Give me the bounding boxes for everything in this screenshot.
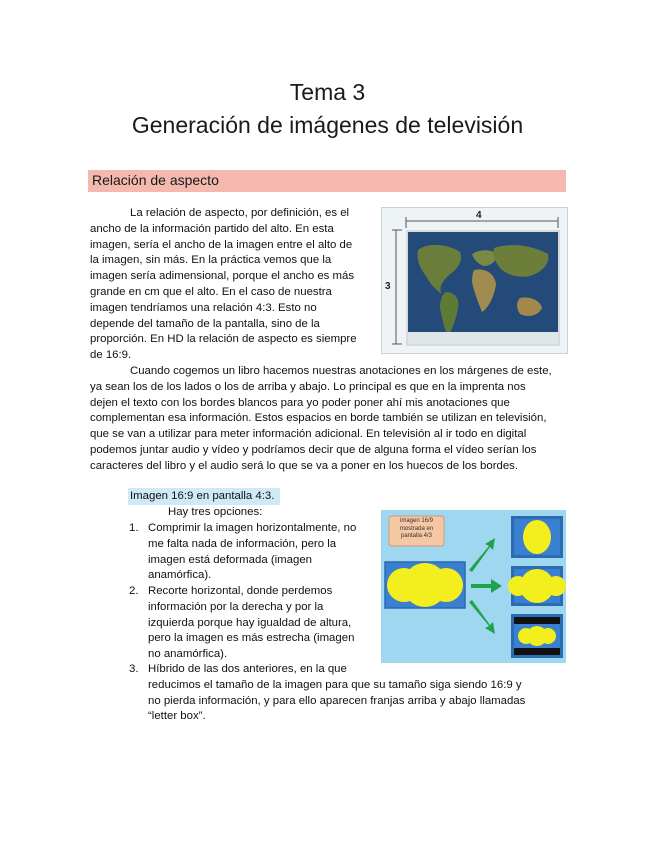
text-line: Híbrido de las dos anteriores, en la que xyxy=(148,663,347,675)
paragraph-aspect-ratio xyxy=(90,206,357,364)
list-number: 1. xyxy=(129,522,139,534)
tag-line: pantalla 4/3 xyxy=(400,533,433,539)
text-line: pero la imagen es más estrecha (imagen xyxy=(148,632,355,645)
height-label: 3 xyxy=(385,281,391,292)
text-line: reducimos el tamaño de la imagen para que su tamaño siga siendo 16:9 y xyxy=(148,678,522,691)
text-line: depende del tamaño de la pantalla, sino de la xyxy=(90,317,320,330)
text-line: anamórfica). xyxy=(148,569,212,582)
subheading-16-9: Imagen 16:9 en pantalla 4:3. xyxy=(128,488,280,505)
text-line: de 16:9. xyxy=(90,349,132,362)
width-label: 4 xyxy=(476,210,482,221)
text-line: Cuando cogemos un libro hacemos nuestras anotaciones en los márgenes de este, xyxy=(130,365,552,377)
tag-line: mostrada en xyxy=(399,525,434,532)
paragraph-margins xyxy=(90,364,552,475)
text-line: proporción. En HD la relación de aspecto es siempre xyxy=(90,333,357,346)
text-line: ancho de la información partido del alto. En esta xyxy=(90,222,334,235)
list-item xyxy=(148,662,525,725)
text-line: no anamórfica). xyxy=(148,648,228,661)
aspect-conversion-diagram xyxy=(381,510,566,663)
options-intro: Hay tres opciones: xyxy=(168,506,263,518)
tag-line: imagen 16/9 xyxy=(399,518,434,524)
page-title-line-1: Tema 3 xyxy=(289,79,366,105)
text-line: imagen está deformada (imagen xyxy=(148,553,312,566)
text-line: dejen el texto con los bordes blancos para yo poder poner ahí mis anotaciones que xyxy=(90,396,510,409)
text-line: podemos juntar audio y vídeo y podríamos decir que de alguna forma el vídeo serían los xyxy=(90,443,537,456)
text-line: no pierda información, y para ello aparecen franjas arriba y abajo llamadas xyxy=(148,694,526,707)
section-heading: Relación de aspecto xyxy=(92,172,219,188)
text-line: la imagen, sin más. En la práctica vemos que la xyxy=(90,254,332,267)
text-line: complementan esa información. Estos espacios en borde también se utilizan en televisión, xyxy=(90,412,547,425)
text-line: imagen sería adimensional, porque el ancho es más xyxy=(90,270,355,283)
text-line: imagen tendríamos una relación 4:3. Esto no xyxy=(90,301,317,314)
text-line: “letter box”. xyxy=(148,710,206,723)
world-map-icon xyxy=(406,230,560,346)
text-line: ya sean los de los lados o los de arriba y abajo. Lo principal es que en la imprenta nos xyxy=(90,380,526,393)
list-item xyxy=(148,521,356,584)
text-line: grande en cm que el alto. En el caso de nuestra xyxy=(90,285,332,298)
text-line: información por la derecha y por la xyxy=(148,600,324,613)
text-line: imagen, sería el ancho de la imagen entre el alto de xyxy=(90,238,353,251)
list-number: 2. xyxy=(129,585,139,597)
section-heading-bar xyxy=(88,170,566,192)
text-line: que se van a utilizar para meter información adicional. En televisión al ir todo en digital xyxy=(90,428,527,441)
text-line: caracteres del libro y el audio será lo que se va a poner en los huecos de los bordes. xyxy=(90,459,519,472)
text-line: izquierda porque hay igualdad de altura, xyxy=(148,616,352,629)
text-line: La relación de aspecto, por definición, es el xyxy=(130,207,350,219)
text-line: Recorte horizontal, donde perdemos xyxy=(148,585,333,597)
text-line: me falta nada de información, pero la xyxy=(148,537,337,550)
page-title-line-2: Generación de imágenes de televisión xyxy=(131,112,524,138)
text-line: Comprimir la imagen horizontalmente, no xyxy=(148,522,357,534)
list-item xyxy=(148,584,354,663)
diagram-labels xyxy=(381,510,566,663)
list-number: 3. xyxy=(129,663,139,675)
world-map-image xyxy=(381,207,568,354)
